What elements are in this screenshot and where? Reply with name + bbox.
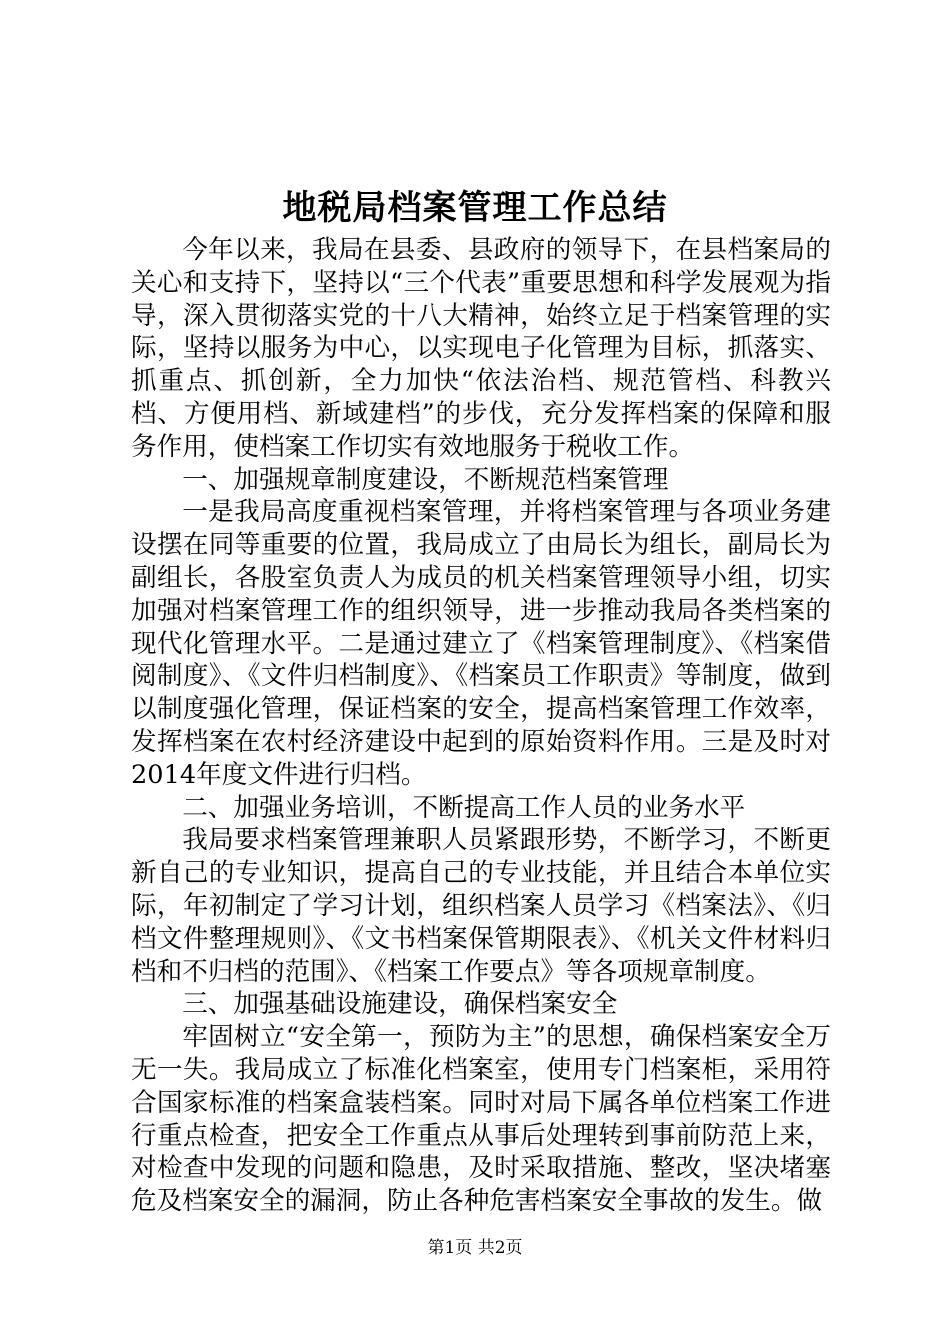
paragraph-section-3: 牢固树立“安全第一，预防为主”的思想，确保档案安全万无一失。我局成立了标准化档案室，使用专门档案柜，采用符合国家标准的档案盒装档案。同时对局下属各单位档案工作进行重点检查，把安全工作重点从事后处理转到事前防范上来，对检查中发现的问题和隐患，及时采取措施、整改，坚决堵塞危及档案安全的漏洞，防止各种危害档案安全事故的发生。做 <box>131 1022 831 1217</box>
paragraph-section-1: 一是我局高度重视档案管理，并将档案管理与各项业务建设摆在同等重要的位置，我局成立了由局长为组长，副局长为副组长，各股室负责人为成员的机关档案管理领导小组，切实加强对档案管理工作的组织领导，进一步推动我局各类档案的现代化管理水平。二是通过建立了《档案管理制度》、《档案借阅制度》、《文件归档制度》、《档案员工作职责》等制度，做到以制度强化管理，保证档案的安全，提高档案管理工作效率，发挥档案在农村经济建设中起到的原始资料作用。三是及时对2014年度文件进行归档。 <box>131 497 831 790</box>
section-heading-2: 二、加强业务培训，不断提高工作人员的业务水平 <box>182 792 746 823</box>
paragraph-section-2: 我局要求档案管理兼职人员紧跟形势，不断学习，不断更新自己的专业知识，提高自己的专业技能，并且结合本单位实际，年初制定了学习计划，组织档案人员学习《档案法》、《归档文件整理规则》、《文书档案保管期限表》、《机关文件材料归档和不归档的范围》、《档案工作要点》等各项规章制度。 <box>131 825 831 987</box>
document-body <box>131 234 831 1218</box>
section-heading-1: 一、加强规章制度建设，不断规范档案管理 <box>182 464 669 495</box>
document-title: 地税局档案管理工作总结 <box>282 188 668 228</box>
paragraph-intro: 今年以来，我局在县委、县政府的领导下，在县档案局的关心和支持下，坚持以“三个代表”重要思想和科学发展观为指导，深入贯彻落实党的十八大精神，始终立足于档案管理的实际，坚持以服务为中心，以实现电子化管理为目标，抓落实、抓重点、抓创新，全力加快“依法治档、规范管档、科教兴档、方便用档、新域建档”的步伐，充分发挥档案的保障和服务作用，使档案工作切实有效地服务于税收工作。 <box>131 235 831 462</box>
page-footer: 第1页 共2页 <box>427 1238 523 1258</box>
section-heading-3: 三、加强基础设施建设，确保档案安全 <box>182 989 618 1020</box>
